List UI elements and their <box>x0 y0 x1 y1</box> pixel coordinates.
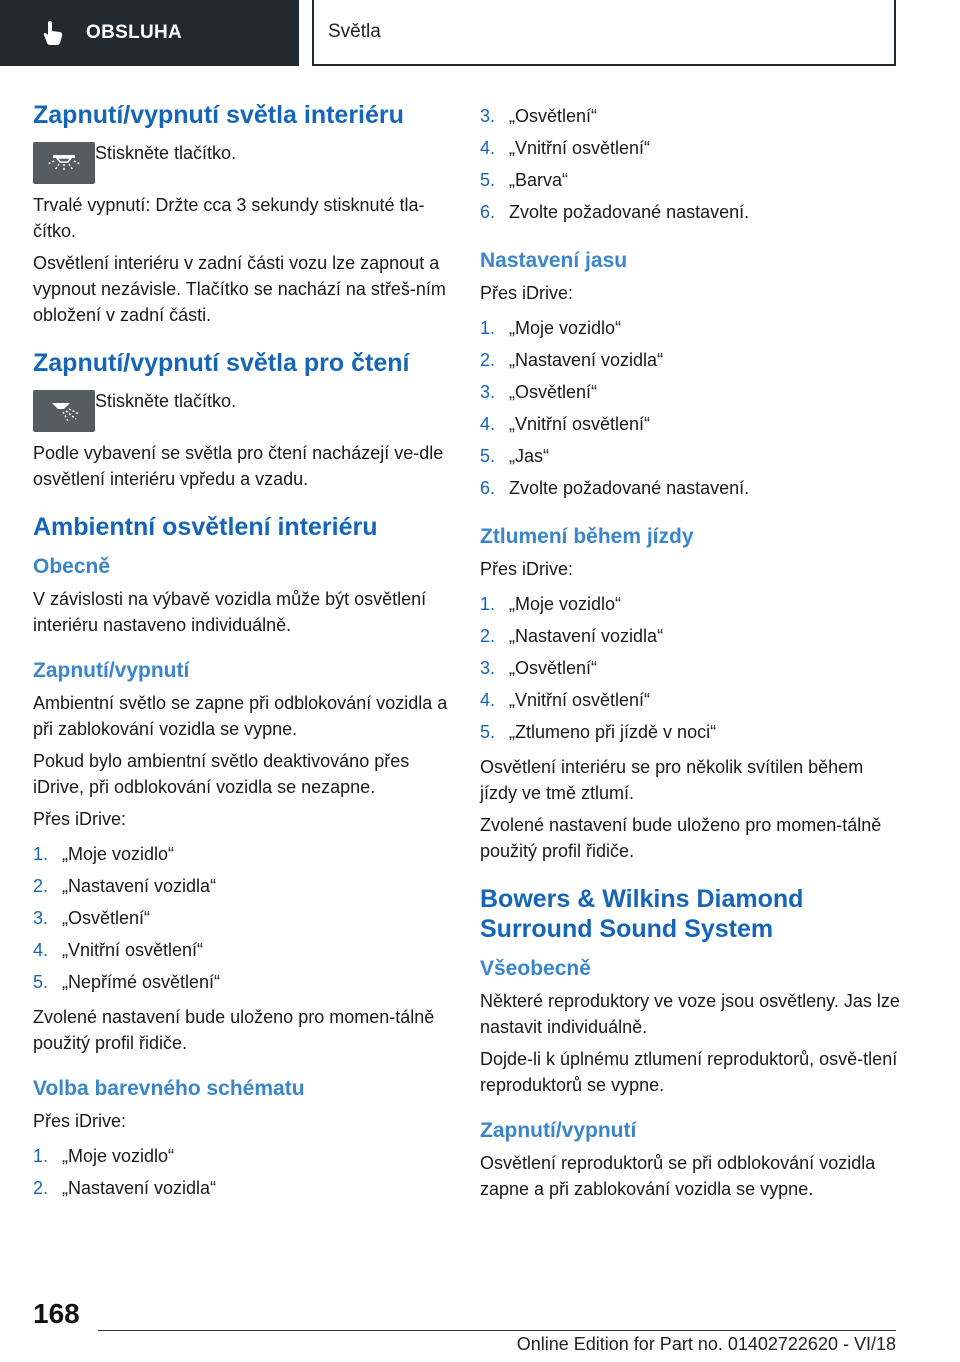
subheading-dimming: Ztlumení během jízdy <box>480 525 694 548</box>
paragraph: Zvolené nastavení bude uloženo pro momen‐tálně použitý profil řidiče. <box>480 815 882 861</box>
paragraph: Přes iDrive: <box>33 809 127 829</box>
footer-divider <box>98 1330 896 1331</box>
paragraph: V závislosti na výbavě vozidla může být osvětlení interiéru nastaveno individuálně. <box>33 589 427 635</box>
list-item: 2. „Nastavení vozidla“ <box>480 626 664 646</box>
list-item: 2. „Nastavení vozidla“ <box>33 876 217 896</box>
paragraph: Zvolené nastavení bude uloženo pro momen‐tálně použitý profil řidiče. <box>33 1007 435 1053</box>
steps-list <box>33 838 451 998</box>
list-item: 1. „Moje vozidlo“ <box>480 594 622 614</box>
page-number: 168 <box>33 1298 80 1329</box>
list-item: 1. „Moje vozidlo“ <box>33 1146 175 1166</box>
subheading-general: Všeobecně <box>480 957 591 980</box>
steps-list <box>33 1140 451 1204</box>
list-item: 2. „Nastavení vozidla“ <box>480 350 664 370</box>
left-column <box>33 100 451 1210</box>
subheading-brightness: Nastavení jasu <box>480 249 628 272</box>
subheading-color-scheme: Volba barevného schématu <box>33 1077 305 1100</box>
hand-pointer-icon <box>40 20 66 46</box>
paragraph: Přes iDrive: <box>480 283 574 303</box>
chapter-tab <box>312 0 896 66</box>
list-item: 5. „Ztlumeno při jízdě v noci“ <box>480 722 717 742</box>
button-instruction: Stiskněte tlačítko. <box>95 391 237 411</box>
paragraph: Některé reproduktory ve voze jsou osvětleny. Jas lze nastavit individuálně. <box>480 991 900 1037</box>
edition-note: Online Edition for Part no. 01402722620 - VI/18 <box>516 1334 896 1354</box>
list-item: 3. „Osvětlení“ <box>480 106 598 126</box>
chapter-label: Světla <box>328 21 381 42</box>
paragraph: Ambientní světlo se zapne při odblokování vozidla a při zablokování vozidla se vypne. <box>33 693 448 739</box>
subheading-on-off: Zapnutí/vypnutí <box>480 1119 637 1142</box>
interior-light-button-row <box>33 142 451 184</box>
heading-interior-light: Zapnutí/vypnutí světla interiéru <box>33 101 404 129</box>
list-item: 4. „Vnitřní osvětlení“ <box>480 138 651 158</box>
subheading-on-off: Zapnutí/vypnutí <box>33 659 190 682</box>
list-item: 5. „Jas“ <box>480 446 549 466</box>
interior-light-button-icon <box>33 142 95 184</box>
paragraph: Osvětlení interiéru se pro několik svítilen během jízdy ve tmě ztlumí. <box>480 757 864 803</box>
button-instruction: Stiskněte tlačítko. <box>95 143 237 163</box>
reading-light-button-row <box>33 390 451 432</box>
list-item: 5. „Nepřímé osvětlení“ <box>33 972 221 992</box>
paragraph: Podle vybavení se světla pro čtení nacházejí ve‐dle osvětlení interiéru vpředu a vzadu. <box>33 443 444 489</box>
list-item: 3. „Osvětlení“ <box>33 908 151 928</box>
heading-ambient-light: Ambientní osvětlení interiéru <box>33 513 378 541</box>
list-item: 4. „Vnitřní osvětlení“ <box>480 690 651 710</box>
paragraph: Přes iDrive: <box>33 1111 127 1131</box>
heading-reading-light: Zapnutí/vypnutí světla pro čtení <box>33 349 410 377</box>
paragraph: Trvalé vypnutí: Držte cca 3 sekundy stisknuté tla‐čítko. <box>33 195 425 241</box>
list-item: 3. „Osvětlení“ <box>480 382 598 402</box>
list-item: 3. „Osvětlení“ <box>480 658 598 678</box>
section-tab <box>0 0 299 66</box>
list-item: 4. „Vnitřní osvětlení“ <box>33 940 204 960</box>
subheading-general: Obecně <box>33 555 111 578</box>
list-item: 5. „Barva“ <box>480 170 569 190</box>
list-item: 1. „Moje vozidlo“ <box>33 844 175 864</box>
list-item: 1. „Moje vozidlo“ <box>480 318 622 338</box>
right-column <box>480 100 900 1208</box>
list-item: 6. Zvolte požadované nastavení. <box>480 202 750 222</box>
list-item: 2. „Nastavení vozidla“ <box>33 1178 217 1198</box>
paragraph: Dojde-li k úplnému ztlumení reproduktorů, osvě‐tlení reproduktorů se vypne. <box>480 1049 898 1095</box>
list-item: 6. Zvolte požadované nastavení. <box>480 478 750 498</box>
reading-light-button-icon <box>33 390 95 432</box>
paragraph: Pokud bylo ambientní světlo deaktivováno přes iDrive, při odblokování vozidla se nezapne. <box>33 751 410 797</box>
section-label: OBSLUHA <box>86 22 183 43</box>
heading-bowers-wilkins: Bowers & Wilkins Diamond Surround Sound System <box>480 885 804 943</box>
steps-list-continued <box>480 100 900 228</box>
list-item: 4. „Vnitřní osvětlení“ <box>480 414 651 434</box>
steps-list <box>480 312 900 504</box>
paragraph: Přes iDrive: <box>480 559 574 579</box>
paragraph: Osvětlení interiéru v zadní části vozu lze zapnout a vypnout nezávisle. Tlačítko se nachází na střeš‐ním obložení v zadní části. <box>33 253 446 325</box>
paragraph: Osvětlení reproduktorů se při odblokování vozidla zapne a při zablokování vozidla se vypne. <box>480 1153 876 1199</box>
steps-list <box>480 588 900 748</box>
